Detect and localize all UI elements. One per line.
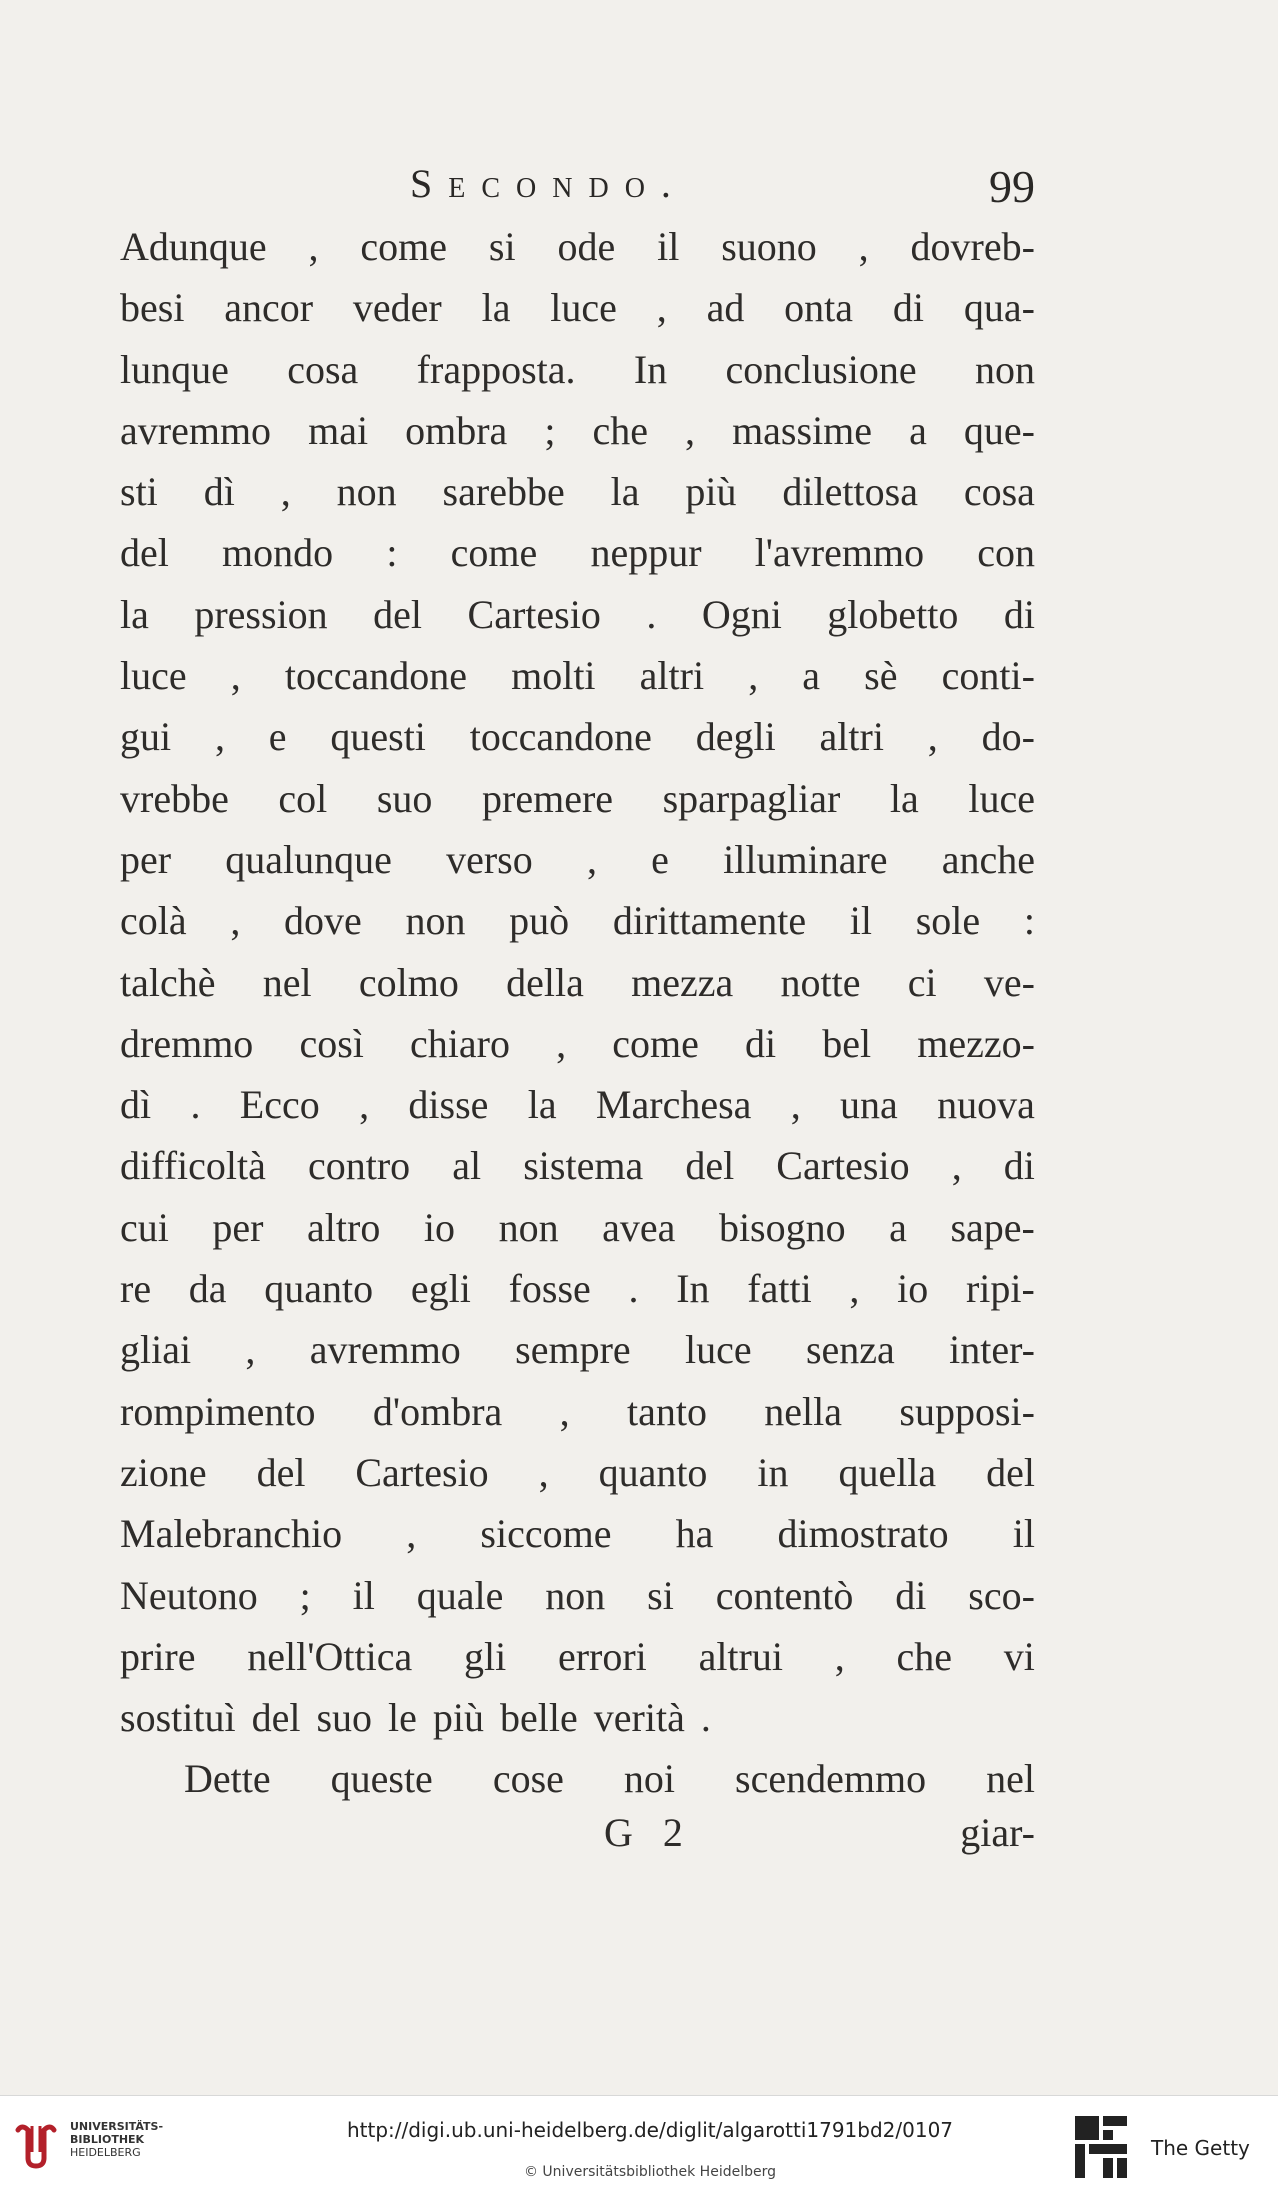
word: sape- — [950, 1204, 1035, 1250]
word: il — [657, 224, 680, 269]
word: nel — [262, 959, 312, 1005]
word: zione — [120, 1449, 207, 1495]
word: gli — [463, 1633, 507, 1679]
word: , — [748, 653, 759, 699]
word: verso — [446, 836, 533, 882]
word: contro — [307, 1143, 411, 1189]
text-line — [120, 952, 1035, 1013]
partner-name: The Getty — [1151, 2136, 1250, 2160]
word: sistema — [523, 1143, 644, 1189]
word: vrebbe — [120, 775, 229, 821]
word: sè — [864, 653, 898, 699]
word: dovreb- — [910, 224, 1035, 269]
word: di — [895, 1572, 927, 1618]
word: supposi- — [899, 1388, 1035, 1434]
library-name-line: UNIVERSITÄTS- — [70, 2120, 164, 2133]
word: Dette — [184, 1756, 271, 1802]
text-line — [120, 706, 1035, 767]
word: prire — [120, 1633, 196, 1679]
word: degli — [695, 714, 776, 760]
text-line — [120, 645, 1035, 706]
word: avremmo — [309, 1327, 461, 1373]
word: altri — [819, 714, 884, 760]
text-line — [120, 400, 1035, 461]
word: ode — [557, 224, 616, 269]
text-line — [120, 1687, 1035, 1748]
word: colmo — [358, 959, 459, 1005]
word: , — [556, 1020, 567, 1066]
word: queste — [330, 1756, 433, 1802]
word: fatti — [747, 1266, 812, 1312]
ub-heidelberg-logo-icon — [14, 2122, 60, 2172]
word: egli — [410, 1266, 471, 1312]
word: ve- — [983, 959, 1035, 1005]
word: dremmo — [120, 1020, 254, 1066]
viewer-footer-bar — [0, 2095, 1278, 2204]
signature-mark: G 2 — [604, 1810, 693, 1855]
text-line — [120, 277, 1035, 338]
word: avea — [602, 1204, 676, 1250]
page-footer-line — [120, 1809, 1035, 1870]
word: del — [256, 1449, 306, 1495]
word: non — [974, 346, 1035, 392]
word: ; — [544, 407, 556, 453]
word: al — [452, 1143, 482, 1189]
word: errori — [557, 1633, 647, 1679]
word: luce — [120, 653, 187, 699]
word: quanto — [264, 1266, 374, 1312]
word: , — [230, 653, 241, 699]
word: do- — [981, 714, 1035, 760]
word: del — [986, 1449, 1035, 1495]
word: la — [889, 775, 919, 821]
word: , — [951, 1143, 962, 1189]
word: nella — [764, 1388, 843, 1434]
word: sparpagliar — [662, 775, 841, 821]
word: di — [1003, 1143, 1035, 1189]
word: cose — [492, 1756, 564, 1802]
text-line — [120, 584, 1035, 645]
word: Malebranchio — [120, 1511, 343, 1557]
word: non — [405, 898, 466, 944]
word: , — [559, 1388, 570, 1434]
word: sti — [120, 469, 158, 515]
word: si — [647, 1572, 674, 1618]
body-text — [120, 216, 1035, 1810]
word: suo — [376, 775, 433, 821]
library-name-line: HEIDELBERG — [70, 2146, 141, 2159]
word: non — [336, 469, 397, 515]
text-line — [120, 1319, 1035, 1380]
word: con — [977, 530, 1035, 576]
word: conclusione — [725, 346, 917, 392]
word: , — [308, 224, 319, 269]
word: Neutono — [120, 1572, 258, 1618]
word: , — [790, 1082, 801, 1128]
word: In — [633, 346, 668, 392]
word: mai — [308, 407, 369, 453]
word: lunque — [120, 346, 229, 392]
library-logo[interactable] — [14, 2118, 174, 2178]
word: di — [892, 285, 924, 331]
word: gliai — [120, 1327, 192, 1373]
text-line — [120, 339, 1035, 400]
page-number: 99 — [989, 161, 1035, 212]
word: ombra — [405, 407, 508, 453]
word: sempre — [515, 1327, 631, 1373]
word: sole — [915, 898, 981, 944]
word: , — [834, 1633, 845, 1679]
word: . — [646, 591, 657, 637]
word: la — [481, 285, 511, 331]
catchword: giar- — [960, 1810, 1035, 1855]
word: vi — [1003, 1633, 1035, 1679]
word: siccome — [480, 1511, 612, 1557]
partner-logo[interactable] — [1073, 2114, 1273, 2184]
word: una — [840, 1082, 898, 1128]
word: , — [214, 714, 225, 760]
text-line — [120, 1013, 1035, 1074]
word: il — [1012, 1511, 1035, 1557]
word: del — [685, 1143, 735, 1189]
text-line — [120, 461, 1035, 522]
word: veder — [352, 285, 442, 331]
word: dove — [284, 898, 362, 944]
word: per — [212, 1204, 264, 1250]
page-header — [120, 160, 1035, 210]
word: onta — [784, 285, 854, 331]
word: ci — [907, 959, 937, 1005]
copyright-notice: © Universitätsbibliothek Heidelberg — [523, 2164, 776, 2180]
running-head: Secondo. — [410, 161, 687, 206]
word: altro — [307, 1204, 381, 1250]
word: qua- — [963, 285, 1035, 331]
word: sostituì — [120, 1695, 236, 1741]
text-line — [120, 1748, 1035, 1809]
word: altri — [639, 653, 705, 699]
word: e — [651, 836, 669, 882]
word: il — [849, 898, 873, 944]
word: massime — [732, 407, 873, 453]
word: senza — [805, 1327, 895, 1373]
word: più — [685, 469, 737, 515]
word: In — [676, 1266, 710, 1312]
library-name — [70, 2120, 163, 2159]
word: come — [450, 530, 538, 576]
word: verità — [593, 1695, 685, 1741]
word: tanto — [626, 1388, 707, 1434]
word: conti- — [941, 653, 1035, 699]
word: può — [509, 898, 570, 944]
word: a — [802, 653, 821, 699]
word: ha — [675, 1511, 714, 1557]
word: questi — [330, 714, 426, 760]
word: dì — [203, 469, 235, 515]
word: non — [545, 1572, 606, 1618]
word: belle — [500, 1695, 578, 1741]
word: a — [909, 407, 927, 453]
word: , — [245, 1327, 256, 1373]
word: suono — [721, 224, 817, 269]
word: mezzo- — [917, 1020, 1035, 1066]
word: qualunque — [225, 836, 392, 882]
word: e — [268, 714, 287, 760]
text-line — [120, 890, 1035, 951]
word: sarebbe — [442, 469, 565, 515]
word: quella — [838, 1449, 937, 1495]
word: noi — [623, 1756, 676, 1802]
word: , — [359, 1082, 370, 1128]
word: Cartesio — [776, 1143, 910, 1189]
word: Adunque — [120, 224, 267, 269]
word: besi — [120, 285, 185, 331]
word: illuminare — [723, 836, 888, 882]
word: ripi- — [965, 1266, 1035, 1312]
word: pression — [194, 591, 328, 637]
word: globetto — [827, 591, 959, 637]
word: l'avremmo — [754, 530, 925, 576]
word: non — [498, 1204, 559, 1250]
word: come — [360, 224, 448, 269]
text-line — [120, 1503, 1035, 1564]
word: , — [685, 407, 696, 453]
word: di — [744, 1020, 777, 1066]
word: neppur — [590, 530, 702, 576]
word: avremmo — [120, 407, 272, 453]
word: suo — [316, 1695, 373, 1741]
word: contentò — [715, 1572, 854, 1618]
word: cosa — [963, 469, 1035, 515]
text-line — [120, 1626, 1035, 1687]
word: , — [406, 1511, 417, 1557]
word: fosse — [508, 1266, 591, 1312]
word: mondo — [222, 530, 334, 576]
word: a — [889, 1204, 907, 1250]
word: io — [423, 1204, 456, 1250]
word: , — [849, 1266, 860, 1312]
word: bisogno — [718, 1204, 846, 1250]
word: talchè — [120, 959, 216, 1005]
getty-logo-icon — [1073, 2114, 1129, 2180]
word: la — [527, 1082, 557, 1128]
word: dirittamente — [612, 898, 807, 944]
word: cosa — [287, 346, 359, 392]
word: per — [120, 836, 172, 882]
word: cui — [120, 1204, 169, 1250]
word: del — [373, 591, 423, 637]
word: come — [612, 1020, 699, 1066]
word: . — [190, 1082, 201, 1128]
word: notte — [780, 959, 861, 1005]
word: frapposta. — [416, 346, 576, 392]
word: anche — [941, 836, 1035, 882]
word: ; — [299, 1572, 311, 1618]
text-line — [120, 1197, 1035, 1258]
word: d'ombra — [372, 1388, 503, 1434]
word: che — [592, 407, 648, 453]
word: nel — [986, 1756, 1035, 1802]
word: , — [280, 469, 291, 515]
word: mezza — [631, 959, 734, 1005]
word: bel — [822, 1020, 872, 1066]
word: del — [120, 530, 169, 576]
word: del — [251, 1695, 301, 1741]
word: sco- — [968, 1572, 1035, 1618]
word: rompimento — [120, 1388, 316, 1434]
text-line — [120, 829, 1035, 890]
word: : — [386, 530, 398, 576]
word: , — [656, 285, 667, 331]
word: nuova — [937, 1082, 1035, 1128]
word: gui — [120, 714, 172, 760]
word: quanto — [598, 1449, 708, 1495]
text-line — [120, 522, 1035, 583]
word: ancor — [224, 285, 314, 331]
word: dilettosa — [782, 469, 918, 515]
word: il — [352, 1572, 375, 1618]
text-line — [120, 1565, 1035, 1626]
word: dimostrato — [777, 1511, 949, 1557]
word: le — [388, 1695, 417, 1741]
word: da — [188, 1266, 227, 1312]
word: inter- — [949, 1327, 1035, 1373]
word: colà — [120, 898, 187, 944]
word: si — [488, 224, 516, 269]
word: così — [299, 1020, 364, 1066]
library-name-line: BIBLIOTHEK — [70, 2133, 145, 2146]
text-line — [120, 1442, 1035, 1503]
word: che — [896, 1633, 953, 1679]
word: disse — [408, 1082, 489, 1128]
word: , — [927, 714, 938, 760]
word: , — [858, 224, 869, 269]
word: . — [628, 1266, 639, 1312]
text-line — [120, 216, 1035, 277]
word: toccandone — [469, 714, 652, 760]
word: molti — [511, 653, 596, 699]
word: Cartesio — [467, 591, 601, 637]
word: in — [757, 1449, 789, 1495]
text-line — [120, 1258, 1035, 1319]
word: della — [506, 959, 584, 1005]
word: la — [610, 469, 640, 515]
word: scendemmo — [735, 1756, 927, 1802]
word: quale — [416, 1572, 504, 1618]
word: dì — [120, 1082, 152, 1128]
word: . — [700, 1695, 711, 1741]
word: difficoltà — [120, 1143, 266, 1189]
word: , — [586, 836, 597, 882]
word: altrui — [698, 1633, 783, 1679]
word: di — [1003, 591, 1035, 637]
word: Marchesa — [595, 1082, 752, 1128]
word: la — [120, 591, 149, 637]
word: Ogni — [701, 591, 782, 637]
text-line — [120, 1381, 1035, 1442]
word: chiaro — [410, 1020, 510, 1066]
text-line — [120, 768, 1035, 829]
word: : — [1023, 898, 1035, 944]
text-line — [120, 1135, 1035, 1196]
word: ad — [706, 285, 745, 331]
word: , — [230, 898, 241, 944]
word: luce — [550, 285, 617, 331]
word: io — [897, 1266, 929, 1312]
word: col — [278, 775, 328, 821]
permalink-url[interactable]: http://digi.ub.uni-heidelberg.de/diglit/algarotti1791bd2/0107 — [346, 2118, 954, 2142]
word: più — [432, 1695, 485, 1741]
word: , — [538, 1449, 549, 1495]
word: premere — [482, 775, 614, 821]
word: toccandone — [284, 653, 467, 699]
text-line — [120, 1074, 1035, 1135]
word: que- — [963, 407, 1035, 453]
word: Ecco — [239, 1082, 320, 1128]
word: nell'Ottica — [247, 1633, 413, 1679]
word: luce — [968, 775, 1035, 821]
word: Cartesio — [355, 1449, 489, 1495]
word: re — [120, 1266, 152, 1312]
word: luce — [684, 1327, 752, 1373]
